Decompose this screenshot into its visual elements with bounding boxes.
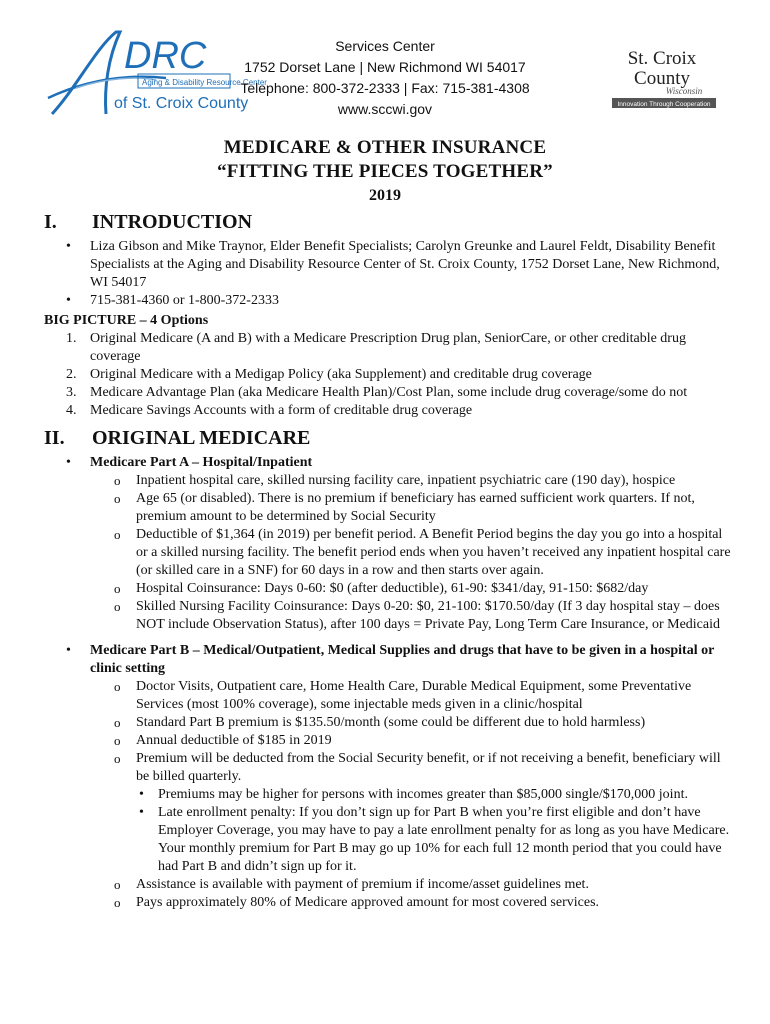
medicare-parts-list <box>44 454 734 472</box>
option-item <box>44 366 734 384</box>
section-1-number: I. <box>44 211 57 233</box>
part-b-detail: o Annual deductible of $185 in 2019 <box>44 732 734 750</box>
intro-bullet-specialists: • Liza Gibson and Mike Traynor, Elder Benefit Specialists; Carolyn Greunke and Laurel Feldt, Disability Benefit Specialists at the Aging and Disability Resource Center of St. Croix County, 1752 Dorset Lane, New Richmond, WI 54017 <box>44 238 734 292</box>
option-item <box>44 402 734 420</box>
part-b-details-after <box>44 876 734 912</box>
part-a-details <box>44 472 734 634</box>
part-a-detail: o Skilled Nursing Facility Coinsurance: Days 0-20: $0, 21-100: $170.50/day (If 3 day hospital stay – does NOT include Observation Status), after 100 days = Private Pay, Long Term Care Insurance, or Medicaid <box>44 598 734 634</box>
option-number: 4. <box>66 403 77 418</box>
part-a-detail: o Age 65 (or disabled). There is no premium if beneficiary has earned sufficient work quarters. If not, premium amount to be determined by Social Security <box>44 490 734 526</box>
section-2-heading <box>44 426 734 450</box>
adrc-logo-place: of St. Croix County <box>114 95 249 112</box>
title-line-1: MEDICARE & OTHER INSURANCE <box>223 137 547 158</box>
part-b-details <box>44 678 734 786</box>
part-b-detail: o Premium will be deducted from the Social Security benefit, or if not receiving a benefit, beneficiary will be billed quarterly. <box>44 750 734 786</box>
header-line-services: Services Center <box>335 38 435 54</box>
county-logo-tagline: Innovation Through Cooperation <box>617 101 711 108</box>
header-line-phone: Telephone: 800-372-2333 | Fax: 715-381-4308 <box>240 80 530 96</box>
part-a-item <box>44 454 734 472</box>
document-title <box>0 136 770 208</box>
option-text: Original Medicare with a Medigap Policy (aka Supplement) and creditable drug coverage <box>90 367 592 382</box>
adrc-logo-main: DRC <box>124 35 207 77</box>
part-a-detail: o Hospital Coinsurance: Days 0-60: $0 (after deductible), 61-90: $341/day, 91-150: $682/day <box>44 580 734 598</box>
part-b-title: • Medicare Part B – Medical/Outpatient, Medical Supplies and drugs that have to be given in a hospital or clinic setting <box>90 643 715 676</box>
section-2-title: ORIGINAL MEDICARE <box>92 427 311 449</box>
option-text: Original Medicare (A and B) with a Medicare Prescription Drug plan, SeniorCare, or other creditable drug coverage <box>90 331 686 364</box>
part-b-detail: o Doctor Visits, Outpatient care, Home Health Care, Durable Medical Equipment, some Preventative Services (most 100% coverage), some injectable meds given in a clinic/hospital <box>44 678 734 714</box>
option-text: Medicare Savings Accounts with a form of creditable drug coverage <box>90 403 473 418</box>
medicare-parts-list-b <box>44 642 734 678</box>
adrc-logo-graphic <box>46 28 267 120</box>
title-line-2: “FITTING THE PIECES TOGETHER” <box>217 161 553 182</box>
part-b-detail: o Assistance is available with payment of premium if income/asset guidelines met. <box>44 876 734 894</box>
county-logo-state: Wisconsin <box>665 86 703 96</box>
part-b-premium-note: • Late enrollment penalty: If you don’t sign up for Part B when you’re first eligible and don’t have Employer Coverage, you may have to pay a late enrollment penalty for as long as you have Medicare. Your monthly premium for Part B may go up 10% for each full 12 month period that you could have had Part B and didn’t sign up for it. <box>44 804 734 876</box>
big-picture-heading: BIG PICTURE – 4 Options <box>44 313 209 328</box>
section-2-number: II. <box>44 427 65 449</box>
section-1-heading <box>44 210 734 234</box>
part-b-item <box>44 642 734 678</box>
intro-bullet-phone: • 715-381-4360 or 1-800-372-2333 <box>44 292 734 310</box>
part-b-detail: o Standard Part B premium is $135.50/month (some could be different due to hold harmless) <box>44 714 734 732</box>
option-text: Medicare Advantage Plan (aka Medicare Health Plan)/Cost Plan, some include drug coverage/some do not <box>90 385 688 400</box>
adrc-logo <box>46 28 267 120</box>
option-number: 3. <box>66 385 77 400</box>
option-number: 1. <box>66 331 77 346</box>
header-address <box>240 36 530 120</box>
option-number: 2. <box>66 367 77 382</box>
county-logo-line2: County <box>634 68 690 89</box>
title-year: 2019 <box>369 187 401 204</box>
part-a-detail: o Inpatient hospital care, skilled nursing facility care, inpatient psychiatric care (190 day), hospice <box>44 472 734 490</box>
part-b-detail: o Pays approximately 80% of Medicare approved amount for most covered services. <box>44 894 734 912</box>
section-1-title: INTRODUCTION <box>92 211 253 233</box>
header-line-address: 1752 Dorset Lane | New Richmond WI 54017 <box>244 59 526 75</box>
part-a-title: • Medicare Part A – Hospital/Inpatient <box>90 455 313 470</box>
header-line-website: www.sccwi.gov <box>337 101 433 117</box>
st-croix-county-logo <box>598 42 726 112</box>
option-item <box>44 384 734 402</box>
option-item <box>44 330 734 366</box>
part-b-premium-note: • Premiums may be higher for persons with incomes greater than $85,000 single/$170,000 joint. <box>44 786 734 804</box>
options-list <box>44 330 734 420</box>
part-a-detail: o Deductible of $1,364 (in 2019) per benefit period. A Benefit Period begins the day you go into a hospital or a skilled nursing facility. The benefit period ends when you haven’t received any inpatient hospital care (or skilled care in a SNF) for 60 days in a row and then starts over again. <box>44 526 734 580</box>
document-body <box>44 206 734 912</box>
county-logo-line1: St. Croix <box>627 48 697 69</box>
st-croix-county-logo-graphic <box>598 42 726 112</box>
adrc-logo-sub: Aging & Disability Resource Center <box>142 78 267 87</box>
intro-bullets <box>44 238 734 310</box>
part-b-premium-notes <box>44 786 734 876</box>
